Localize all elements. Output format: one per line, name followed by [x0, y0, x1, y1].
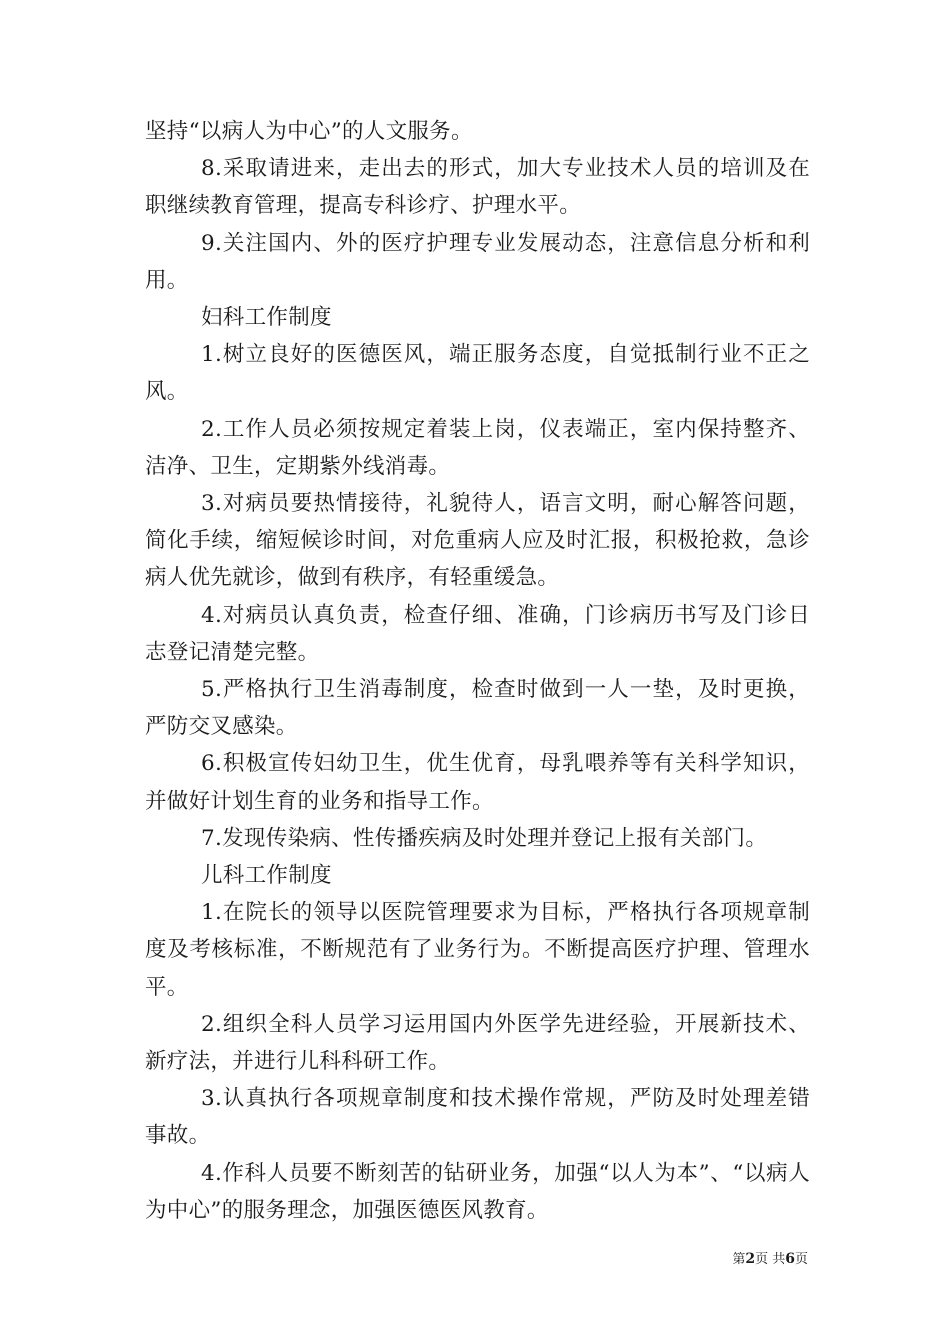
section-heading-gynecology: 妇科工作制度: [201, 305, 332, 331]
paragraph: 坚持“以病人为中心”的人文服务。: [145, 119, 473, 144]
section-heading-pediatrics: 儿科工作制度: [201, 863, 332, 889]
paragraph: 3.对病员要热情接待，礼貌待人，语言文明，耐心解答问题，简化手续，缩短候诊时间，对危重病人应及时汇报，积极抢救，急诊病人优先就诊，做到有秩序，有轻重缓急。: [145, 491, 810, 591]
document-body: [145, 113, 810, 1229]
footer-prefix: 第: [732, 1252, 746, 1267]
footer-middle: 页 共: [755, 1252, 786, 1267]
paragraph: 1.树立良好的医德医风，端正服务态度，自觉抵制行业不正之风。: [145, 342, 810, 405]
paragraph: 4.对病员认真负责，检查仔细、准确，门诊病历书写及门诊日志登记清楚完整。: [145, 602, 810, 665]
paragraph: 9.关注国内、外的医疗护理专业发展动态，注意信息分析和利用。: [145, 230, 810, 293]
paragraph: 5.严格执行卫生消毒制度，检查时做到一人一垫，及时更换，严防交叉感染。: [145, 677, 810, 740]
paragraph: 2.组织全科人员学习运用国内外医学先进经验，开展新技术、新疗法，并进行儿科科研工作。: [145, 1011, 810, 1075]
paragraph: 7.发现传染病、性传播疾病及时处理并登记上报有关部门。: [201, 825, 768, 851]
page-footer: [0, 1248, 950, 1267]
total-pages-number: 6: [785, 1251, 795, 1267]
paragraph: 3.认真执行各项规章制度和技术操作常规，严防及时处理差错事故。: [145, 1086, 810, 1149]
paragraph: 4.作科人员要不断刻苦的钻研业务，加强“以人为本”、“以病人为中心”的服务理念，加强医德医风教育。: [145, 1160, 810, 1223]
paragraph: 2.工作人员必须按规定着装上岗，仪表端正，室内保持整齐、洁净、卫生，定期紫外线消毒。: [145, 416, 810, 479]
paragraph: 6.积极宣传妇幼卫生，优生优育，母乳喂养等有关科学知识，并做好计划生育的业务和指导工作。: [145, 751, 810, 814]
current-page-number: 2: [745, 1251, 756, 1267]
footer-suffix: 页: [794, 1252, 808, 1267]
paragraph: 1.在院长的领导以医院管理要求为目标，严格执行各项规章制度及考核标准，不断规范有了业务行为。不断提高医疗护理、管理水平。: [145, 900, 810, 1000]
paragraph: 8.采取请进来，走出去的形式，加大专业技术人员的培训及在职继续教育管理，提高专科诊疗、护理水平。: [145, 156, 810, 219]
